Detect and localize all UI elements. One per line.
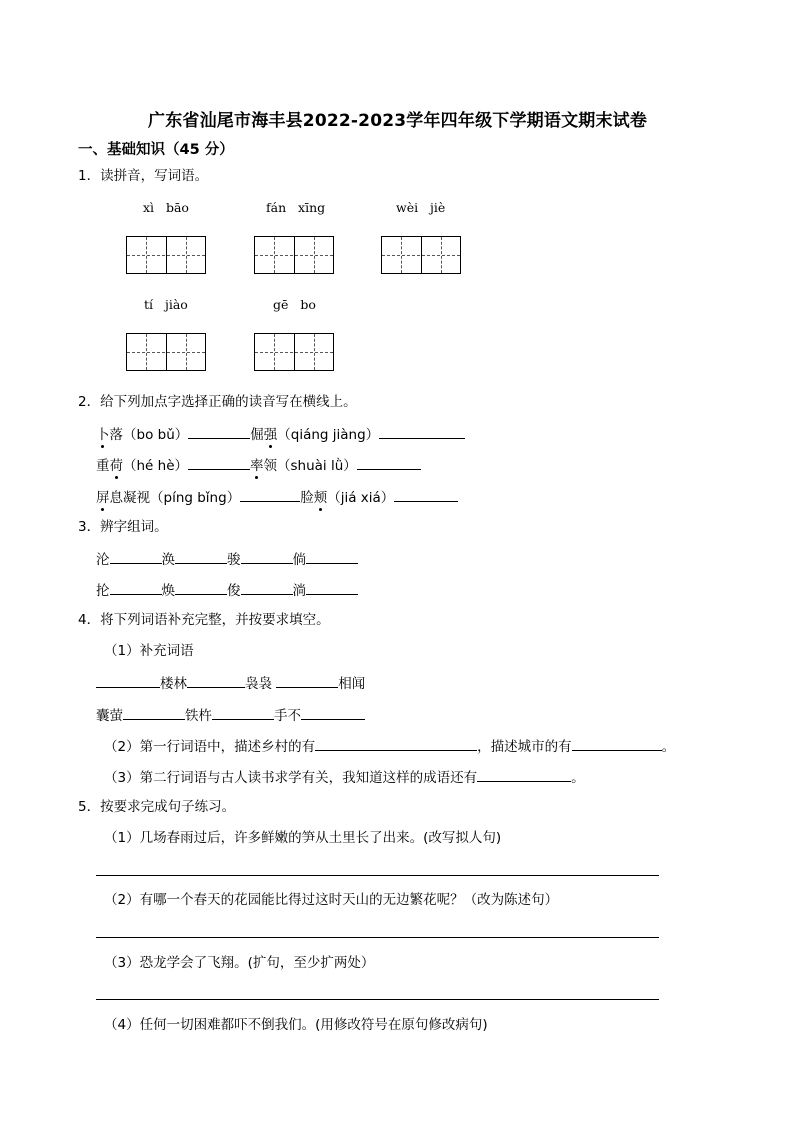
q4-row-1: 楼林 袅袅 相闻 [96, 673, 365, 693]
q3-row-2: 抡 焕 俊 淌 [96, 580, 358, 600]
answer-blank[interactable] [379, 424, 465, 439]
answer-blank[interactable] [187, 673, 245, 688]
answer-line-2[interactable] [96, 937, 659, 938]
q2-word-6: 脸颊 [300, 490, 328, 506]
answer-blank[interactable] [212, 705, 274, 720]
answer-blank[interactable] [175, 549, 227, 564]
answer-blank[interactable] [315, 736, 477, 751]
section-heading: 一、基础知识（45 分） [78, 142, 234, 158]
answer-blank[interactable] [477, 767, 571, 782]
writing-grid-3[interactable] [381, 236, 461, 274]
pinyin-5: gē bo [273, 297, 316, 312]
answer-blank[interactable] [175, 580, 227, 595]
q4-sub1: （1）补充词语 [104, 643, 194, 659]
answer-blank[interactable] [357, 455, 421, 470]
answer-blank[interactable] [188, 424, 250, 439]
q2-word-4: 率领 [250, 458, 278, 474]
q2-row-2: 重荷（hé hè） 率领（shuài lǜ） [96, 455, 421, 475]
answer-blank[interactable] [123, 705, 185, 720]
q2-word-5: 屏息凝视 [96, 490, 150, 506]
q5-sentence-2: （2）有哪一个春天的花园能比得过这时天山的无边繁花呢？（改为陈述句） [104, 892, 559, 908]
q4-row-2: 囊萤 铁杵 手不 [96, 705, 365, 725]
pinyin-4: tí jiào [144, 297, 188, 312]
answer-blank[interactable] [301, 705, 365, 720]
answer-blank[interactable] [276, 673, 338, 688]
answer-blank[interactable] [306, 580, 358, 595]
answer-line-1[interactable] [96, 875, 659, 876]
answer-blank[interactable] [394, 487, 458, 502]
question-4-stem: 4．将下列词语补充完整，并按要求填空。 [78, 612, 330, 628]
question-3-stem: 3．辨字组词。 [78, 519, 168, 535]
page-title: 广东省汕尾市海丰县2022-2023学年四年级下学期语文期末试卷 [148, 111, 648, 131]
writing-grid-5[interactable] [254, 333, 334, 371]
q2-word-2: 倔强 [250, 427, 278, 443]
q4-sub2: （2）第一行词语中，描述乡村的有 ，描述城市的有 。 [104, 736, 675, 756]
answer-blank[interactable] [110, 580, 162, 595]
answer-blank[interactable] [572, 736, 662, 751]
question-2-stem: 2．给下列加点字选择正确的读音写在横线上。 [78, 394, 357, 410]
pinyin-2: fán xīng [266, 200, 326, 215]
answer-blank[interactable] [96, 673, 160, 688]
q2-row-3: 屏息凝视（píng bǐng） 脸颊（jiá xiá） [96, 487, 458, 507]
answer-blank[interactable] [241, 549, 293, 564]
q4-sub3: （3）第二行词语与古人读书求学有关，我知道这样的成语还有 。 [104, 767, 585, 787]
writing-grid-2[interactable] [254, 236, 334, 274]
answer-blank[interactable] [110, 549, 162, 564]
q3-row-1: 沦 涣 骏 倘 [96, 549, 358, 569]
writing-grid-1[interactable] [126, 236, 206, 274]
answer-blank[interactable] [241, 580, 293, 595]
pinyin-1: xì bāo [143, 200, 189, 215]
q5-sentence-4: （4）任何一切困难都吓不倒我们。(用修改符号在原句修改病句) [104, 1017, 488, 1033]
answer-line-3[interactable] [96, 999, 659, 1000]
pinyin-3: wèi jiè [396, 200, 446, 215]
writing-grid-4[interactable] [126, 333, 206, 371]
q5-sentence-3: （3）恐龙学会了飞翔。(扩句，至少扩两处） [104, 955, 375, 971]
question-5-stem: 5．按要求完成句子练习。 [78, 799, 236, 815]
q2-word-3: 重荷 [96, 458, 123, 474]
answer-blank[interactable] [240, 487, 300, 502]
answer-blank[interactable] [306, 549, 358, 564]
answer-blank[interactable] [188, 455, 250, 470]
q5-sentence-1: （1）几场春雨过后，许多鲜嫩的笋从土里长了出来。(改写拟人句) [104, 830, 502, 846]
question-1-stem: 1．读拼音，写词语。 [78, 168, 209, 184]
q2-word-1: 卜落 [96, 427, 123, 443]
q2-row-1: 卜落（bo bǔ） 倔强（qiáng jiàng） [96, 424, 465, 444]
